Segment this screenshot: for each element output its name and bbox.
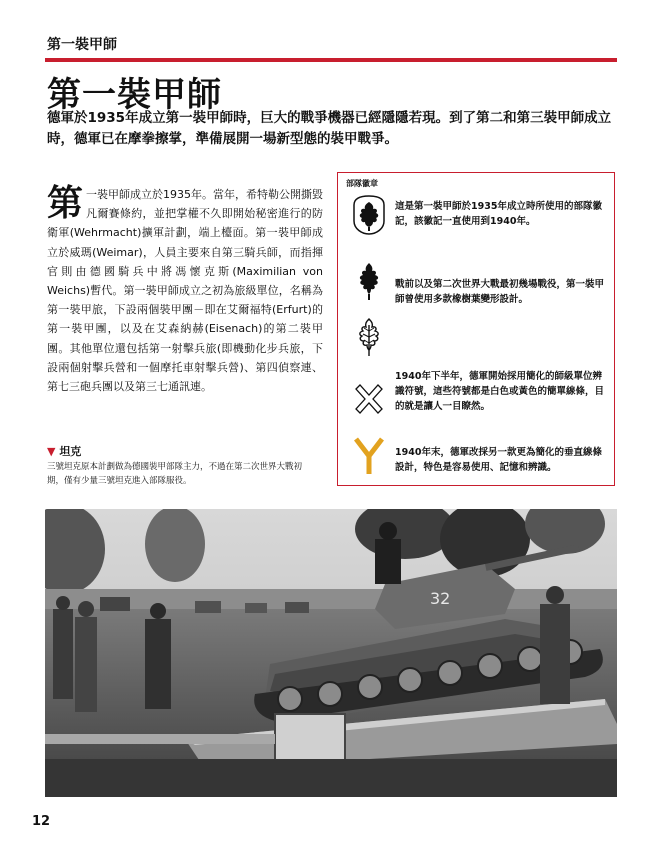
insignia-text-1: 這是第一裝甲師於1935年成立時所使用的部隊徽記，該徽記一直使用到1940年。 bbox=[395, 201, 602, 227]
tank-photo bbox=[45, 509, 617, 797]
tank-photo-illustration bbox=[45, 509, 617, 797]
triangle-down-icon: ▼ bbox=[47, 445, 56, 458]
cross-mark-icon bbox=[352, 379, 386, 419]
oak-leaf-outline-icon bbox=[352, 317, 386, 357]
insignia-text-2: 戰前以及第二次世界大戰最初幾場戰役，第一裝甲師曾使用多款橡樹葉變形設計。 bbox=[395, 279, 605, 305]
body-text bbox=[47, 182, 324, 396]
header-rule bbox=[45, 58, 617, 62]
insignia-panel-title: 部隊徽章 bbox=[346, 179, 378, 188]
insignia-text-4: 1940年下半年，德軍開始採用簡化的師級單位辨識符號，這些符號都是白色或黃色的簡單線條，目的就是讓人一目瞭然。 bbox=[395, 371, 605, 412]
page-title: 第一裝甲師 bbox=[47, 75, 222, 115]
running-header: 第一裝甲師 bbox=[47, 37, 117, 53]
photo-caption-title bbox=[47, 443, 81, 459]
body-paragraph: 一裝甲師成立於1935年。當年，希特勒公開撕毀凡爾賽條約，並把掌權不久即開始秘密進行的防衛軍(Wehrmacht)擴軍計劃，端上檯面。第一裝甲師成立於威瑪(Weimar)，人員主要來自第三騎兵師，而指揮官則由德國騎兵中將馮懷克斯(Maximilian von Weichs)暫代。第一裝甲師成立之初為旅級單位，名稱為第一裝甲旅，下設兩個裝甲團－即在艾爾福特(Erfurt)的第一裝甲團，以及在艾森納赫(Eisenach)的第二裝甲團。其他單位還包括第一射擊兵旅(即機動化步兵旅，下設兩個射擊兵營和一個摩托車射擊兵營)、第四偵察連、第七三砲兵團以及第三七通訊連。 bbox=[47, 188, 324, 394]
oak-leaf-icon bbox=[352, 261, 386, 301]
insignia-text-5: 1940年末，德軍改採另一款更為簡化的垂直線條設計，特色是容易使用、記憶和辨識。 bbox=[395, 447, 602, 473]
intro-paragraph: 德軍於1935年成立第一裝甲師時，巨大的戰爭機器已經隱隱若現。到了第二和第三裝甲師成立時，德軍已在摩拳擦掌，準備展開一場新型態的裝甲戰爭。 bbox=[47, 110, 612, 147]
drop-cap: 第 bbox=[47, 182, 84, 224]
photo-caption-text: 三號坦克原本計劃做為德國裝甲部隊主力，不過在第二次世界大戰初期，僅有少量三號坦克進入部隊服役。 bbox=[47, 462, 303, 486]
insignia-panel bbox=[337, 172, 615, 486]
oak-leaf-badge-icon bbox=[352, 195, 386, 235]
y-rune-icon bbox=[352, 435, 386, 475]
svg-text:32: 32 bbox=[430, 589, 451, 608]
page-number: 12 bbox=[32, 814, 51, 829]
photo-caption-heading: 坦克 bbox=[59, 445, 82, 458]
